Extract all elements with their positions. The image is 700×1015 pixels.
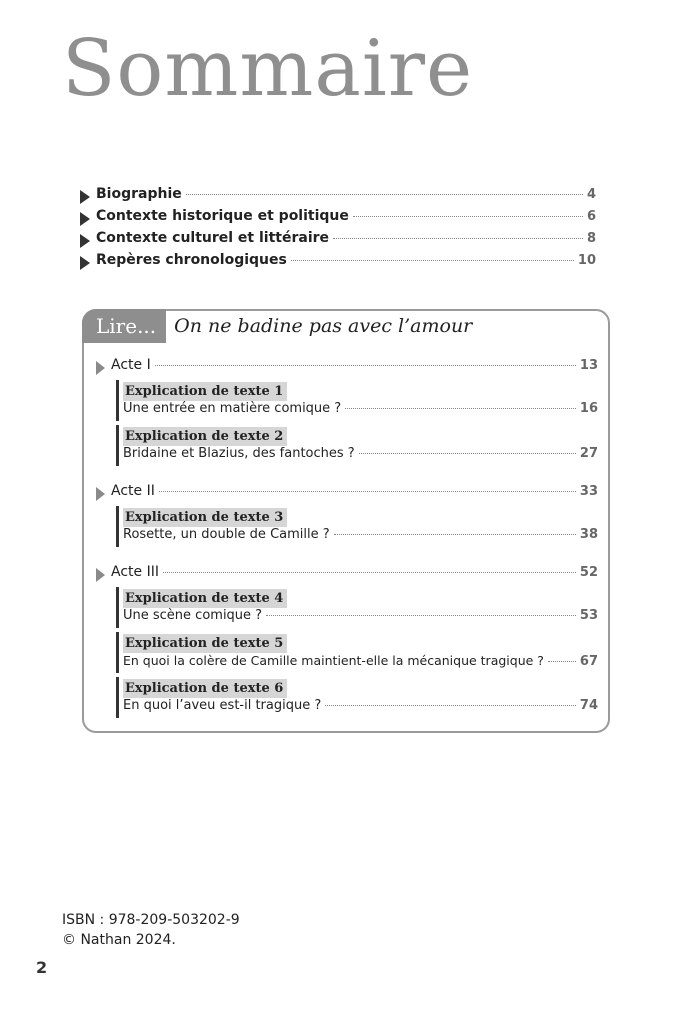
acte-page: 33	[579, 484, 598, 499]
explication-row	[123, 401, 598, 421]
triangle-bullet-icon	[80, 234, 90, 248]
acte-section-1	[96, 357, 598, 466]
leader-dots	[548, 661, 576, 662]
triangle-bullet-icon	[96, 568, 105, 582]
explication-row	[123, 527, 598, 547]
page-number: 2	[36, 958, 48, 977]
toc-item-biographie[interactable]	[80, 186, 596, 208]
triangle-bullet-icon	[96, 361, 105, 375]
leader-dots	[334, 534, 576, 535]
triangle-bullet-icon	[80, 212, 90, 226]
explication-page: 67	[579, 654, 598, 669]
leader-dots	[345, 408, 576, 409]
explication-title: Explication de texte 1	[123, 382, 287, 401]
triangle-bullet-icon	[96, 487, 105, 501]
explication-title: Explication de texte 3	[123, 508, 287, 527]
explication-page: 74	[579, 698, 598, 713]
explication-row	[123, 698, 598, 718]
toc-item-page: 4	[586, 187, 596, 202]
isbn: ISBN : 978-209-503202-9	[62, 912, 240, 928]
leader-dots	[359, 453, 576, 454]
explication-2[interactable]	[116, 425, 598, 466]
toc-item-page: 10	[577, 253, 596, 268]
toc-item-acte-2[interactable]	[96, 483, 598, 505]
explication-row	[123, 446, 598, 466]
toc-item-page: 6	[586, 209, 596, 224]
acte-page: 13	[579, 358, 598, 373]
explication-title: Explication de texte 5	[123, 634, 287, 653]
toc-main	[80, 186, 596, 274]
acte-page: 52	[579, 565, 598, 580]
leader-dots	[186, 194, 583, 195]
acte-section-3	[96, 564, 598, 718]
explication-subtitle: En quoi l’aveu est-il tragique ?	[123, 698, 322, 713]
explication-page: 53	[579, 608, 598, 623]
leader-dots	[155, 365, 576, 366]
leader-dots	[353, 216, 583, 217]
explication-subtitle: Bridaine et Blazius, des fantoches ?	[123, 446, 355, 461]
explication-page: 16	[579, 401, 598, 416]
page-title: Sommaire	[62, 24, 474, 114]
explication-title: Explication de texte 6	[123, 679, 287, 698]
toc-item-reperes[interactable]	[80, 252, 596, 274]
toc-item-acte-1[interactable]	[96, 357, 598, 379]
explication-subtitle: Rosette, un double de Camille ?	[123, 527, 330, 542]
toc-item-contexte-historique[interactable]	[80, 208, 596, 230]
explication-6[interactable]	[116, 677, 598, 718]
toc-item-label: Repères chronologiques	[96, 252, 287, 268]
toc-item-label: Contexte historique et politique	[96, 208, 349, 224]
leader-dots	[159, 491, 576, 492]
triangle-bullet-icon	[80, 190, 90, 204]
footer	[62, 910, 240, 950]
explication-3[interactable]	[116, 506, 598, 547]
explication-title: Explication de texte 4	[123, 589, 287, 608]
copyright: © Nathan 2024.	[62, 932, 176, 948]
acte-label: Acte II	[111, 483, 155, 499]
leader-dots	[333, 238, 583, 239]
explication-row	[123, 608, 598, 628]
lire-box	[82, 309, 610, 733]
acte-label: Acte III	[111, 564, 159, 580]
toc-item-page: 8	[586, 231, 596, 246]
acte-label: Acte I	[111, 357, 151, 373]
explication-4[interactable]	[116, 587, 598, 628]
leader-dots	[291, 260, 574, 261]
explication-subtitle: En quoi la colère de Camille maintient-elle la mécanique tragique ?	[123, 653, 544, 668]
toc-item-acte-3[interactable]	[96, 564, 598, 586]
triangle-bullet-icon	[80, 256, 90, 270]
explication-1[interactable]	[116, 380, 598, 421]
explication-row	[123, 653, 598, 673]
explication-5[interactable]	[116, 632, 598, 673]
leader-dots	[163, 572, 576, 573]
explication-page: 27	[579, 446, 598, 461]
leader-dots	[325, 705, 576, 706]
explication-subtitle: Une scène comique ?	[123, 608, 263, 623]
acte-section-2	[96, 483, 598, 547]
explication-page: 38	[579, 527, 598, 542]
explication-title: Explication de texte 2	[123, 427, 287, 446]
toc-item-contexte-culturel[interactable]	[80, 230, 596, 252]
explication-subtitle: Une entrée en matière comique ?	[123, 401, 342, 416]
leader-dots	[266, 615, 576, 616]
lire-label: Lire...	[82, 309, 166, 343]
toc-item-label: Contexte culturel et littéraire	[96, 230, 330, 246]
lire-header	[82, 309, 472, 343]
toc-item-label: Biographie	[96, 186, 182, 202]
oeuvre-title: On ne badine pas avec l’amour	[174, 315, 473, 337]
